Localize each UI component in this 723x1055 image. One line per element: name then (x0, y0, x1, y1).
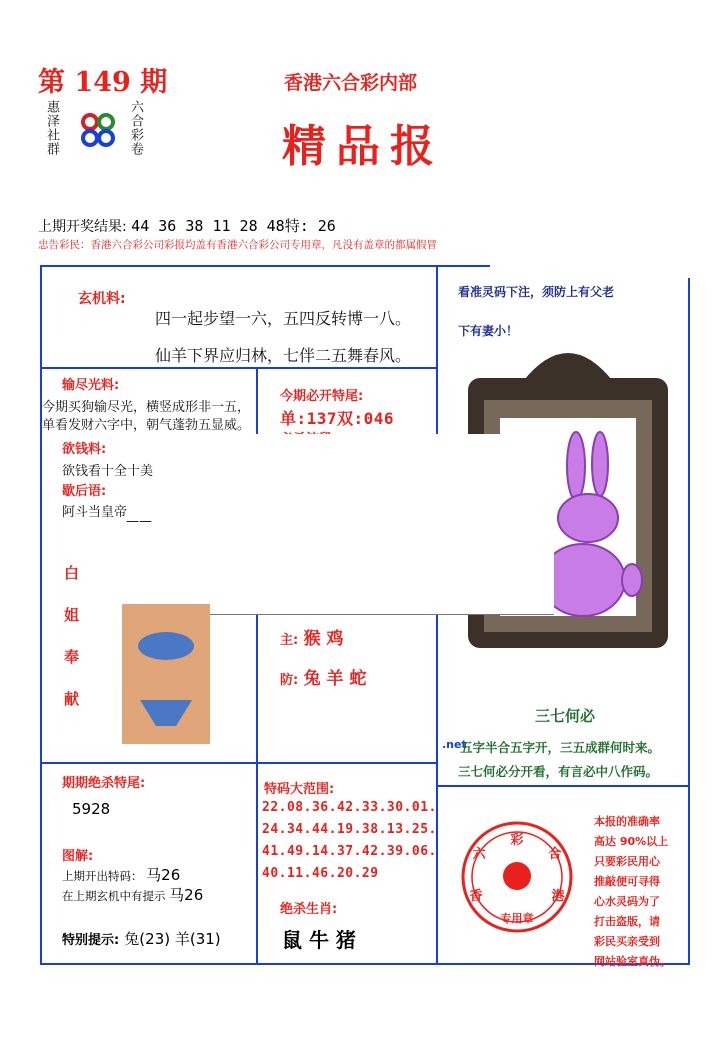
qian-value: 欲钱看十全十美 (62, 464, 154, 479)
tail-label: 今期必开特尾: (280, 389, 364, 404)
xiehou-dash: —— (126, 514, 152, 529)
kill-tail-value: 5928 (72, 800, 111, 818)
tujie-line-2 (62, 884, 203, 905)
seal-left: 六 (472, 847, 486, 862)
results-numbers: 44 36 38 11 28 48特: 26 (131, 217, 336, 235)
tail-value: 单:137双:046 (280, 409, 395, 428)
special-hint-value: 兔(23) 羊(31) (124, 930, 221, 948)
accuracy-line: 只要彩民用心 (594, 855, 660, 868)
issue-prefix: 第 (38, 67, 65, 98)
zodiac-guard-value: 兔 羊 蛇 (303, 669, 367, 689)
xiehou-label: 歇后语: (62, 484, 107, 499)
zodiac-main-value: 猴 鸡 (303, 629, 344, 649)
beauty-char-3: 奉 (64, 648, 80, 666)
tujie-label: 图解: (62, 849, 94, 864)
poem-line-1: 五字半合五字开，三五成群何时来。 (460, 740, 661, 755)
range-row-2: 24.34.44.19.38.13.25. (262, 822, 437, 837)
accuracy-line: 网站验室真伪。 (594, 955, 671, 968)
shujin-line-2: 单看发财六字中，朝气蓬勃五显威。 (42, 418, 251, 433)
issue-number: 149 (74, 67, 131, 98)
kill-tail-label: 期期绝杀特尾: (62, 776, 146, 791)
accuracy-line: 推敲便可寻得 (594, 875, 660, 888)
shujin-label: 输尽光料: (62, 378, 120, 393)
seal-bottom: 专用章 (500, 912, 534, 925)
seal-bottom-left: 香 (469, 889, 483, 904)
qian-label: 欲钱料: (62, 442, 107, 457)
accuracy-line: 心水灵码为了 (594, 895, 660, 908)
accuracy-text (594, 812, 671, 972)
range-row-3: 41.49.14.37.42.39.06. (262, 844, 437, 859)
shujin-line-1: 今期买狗输尽光，横竖成形非一五， (42, 400, 251, 415)
note-line-1: 看准灵码下注，须防上有父老 (458, 285, 615, 299)
left-vertical-text: 惠泽社群 (44, 100, 59, 156)
kill-zodiac-value: 鼠 牛 猪 (282, 928, 356, 952)
results-label: 上期开奖结果: (38, 219, 127, 235)
range-row-4: 40.11.46.20.29 (262, 866, 379, 881)
subtitle: 香港六合彩内部 (284, 72, 418, 94)
beauty-char-1: 白 (64, 564, 80, 582)
range-label: 特码大范围: (264, 782, 335, 797)
seal-stamp-icon (458, 818, 576, 936)
accuracy-line: 彩民买亲受到 (594, 935, 660, 948)
issue-suffix: 期 (140, 67, 168, 98)
poem-line-2: 三七何必分开看，有言必中八作码。 (458, 764, 659, 779)
issue-title (38, 60, 167, 99)
beauty-char-4: 献 (64, 690, 80, 708)
seal-bottom-right: 港 (551, 889, 565, 904)
special-hint-label: 特别提示: (62, 933, 120, 948)
accuracy-line: 高达 90%以上 (594, 835, 669, 848)
seal-right: 合 (548, 847, 562, 862)
model-photo-image (122, 604, 210, 744)
page-title: 精品报 (282, 121, 444, 172)
accuracy-line: 本报的准确率 (594, 815, 660, 828)
tujie-line-1-label: 上期开出特码： (62, 869, 143, 883)
kill-zodiac-label: 绝杀生肖: (280, 902, 338, 917)
tujie-line-2-label: 在上期玄机中有提示 (62, 889, 166, 903)
accuracy-line: 打击盗版，请 (594, 915, 660, 928)
tujie-line-2-value: 马26 (169, 886, 204, 904)
poem-title: 三七何必 (535, 707, 596, 725)
xuanji-line-2: 仙羊下界应归林，七伴二五舞春风。 (155, 346, 412, 365)
zodiac-guard-label: 防: (280, 673, 299, 688)
zodiac-guard (280, 664, 366, 689)
logo-rings-icon (78, 110, 118, 152)
right-vertical-text: 六合彩卷 (128, 100, 143, 156)
zodiac-main-label: 主: (280, 633, 299, 648)
xuanji-line-1: 四一起步望一六，五四反转博一八。 (155, 309, 412, 328)
seal-top: 彩 (510, 833, 524, 848)
poem-watermark: .net (442, 738, 467, 751)
beauty-char-2: 姐 (64, 606, 80, 624)
tujie-line-1-value: 马26 (146, 866, 181, 884)
zodiac-main (280, 624, 344, 649)
warning-text: 忠告彩民：香港六合彩公司彩报均盖有香港六合彩公司专用章，凡没有盖章的都属假冒 (38, 239, 437, 251)
range-row-1: 22.08.36.42.33.30.01. (262, 800, 437, 815)
note-line-2: 下有妻小！ (458, 324, 519, 338)
tujie-line-1 (62, 864, 180, 885)
xuanji-label: 玄机料: (78, 291, 126, 307)
results-line (38, 215, 336, 236)
xiehou-value: 阿斗当皇帝 (62, 505, 128, 520)
special-hint (62, 928, 221, 949)
